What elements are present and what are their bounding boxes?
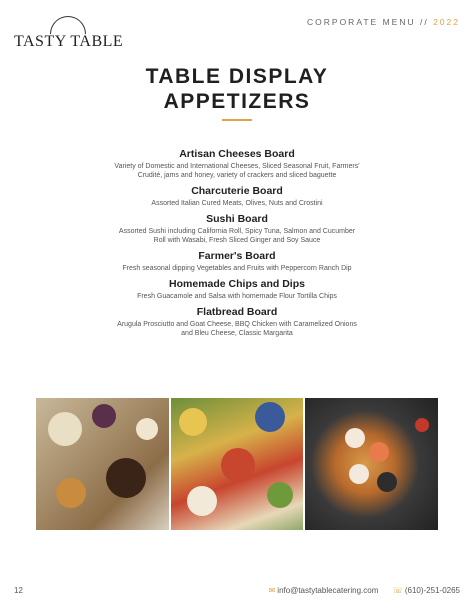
logo <box>14 14 124 54</box>
menu-item-name: Artisan Cheeses Board <box>179 148 295 160</box>
email-link[interactable]: info@tastytablecatering.com <box>277 586 379 595</box>
menu-item-name: Flatbread Board <box>196 306 278 318</box>
title-line-2: APPETIZERS <box>163 90 311 113</box>
menu-item-name: Sushi Board <box>206 213 268 225</box>
sushi-board-photo <box>305 398 438 530</box>
menu-item-name: Charcuterie Board <box>191 185 283 197</box>
menu-item-description: Assorted Italian Cured Meats, Olives, Nuts and Crostini <box>151 200 323 207</box>
menu-list <box>0 148 474 343</box>
cheese-board-photo <box>36 398 169 530</box>
phone-number[interactable]: (610)-251-0265 <box>404 586 460 595</box>
logo-text: TASTY TABLE <box>14 33 124 50</box>
corporate-menu-text: CORPORATE MENU // <box>307 17 429 27</box>
menu-item-name: Farmer's Board <box>198 250 276 262</box>
menu-item <box>0 213 474 245</box>
menu-item-description: Fresh seasonal dipping Vegetables and Fruits with Peppercorn Ranch Dip <box>122 265 352 272</box>
menu-item <box>0 148 474 180</box>
menu-item-description: Assorted Sushi including California Roll, Spicy Tuna, Salmon and Cucumber Roll with Wasabi, Fresh Sliced Ginger and Soy Sauce <box>118 228 356 244</box>
title-accent-divider <box>222 119 252 121</box>
menu-item <box>0 306 474 338</box>
food-photo-strip <box>36 398 438 530</box>
menu-item-description: Fresh Guacamole and Salsa with homemade Flour Tortilla Chips <box>137 293 337 300</box>
menu-item <box>0 185 474 208</box>
page-title <box>0 64 474 114</box>
footer-contact <box>269 586 460 595</box>
corporate-menu-label <box>307 17 460 27</box>
phone-icon: ☏ <box>392 586 403 595</box>
menu-item-name: Homemade Chips and Dips <box>169 278 305 290</box>
menu-item <box>0 250 474 273</box>
menu-item-description: Arugula Prosciutto and Goat Cheese, BBQ Chicken with Caramelized Onions and Bleu Cheese, Classic Margarita <box>117 321 357 337</box>
menu-year: 2022 <box>433 17 460 27</box>
mail-icon: ✉ <box>268 586 276 595</box>
menu-item <box>0 278 474 301</box>
menu-item-description: Variety of Domestic and International Cheeses, Sliced Seasonal Fruit, Farmers' Crudité, jams and honey, variety of crackers and sliced baguette <box>114 163 360 179</box>
vegetable-board-photo <box>171 398 304 530</box>
page-number: 12 <box>14 586 23 595</box>
title-line-1: TABLE DISPLAY <box>145 65 329 88</box>
